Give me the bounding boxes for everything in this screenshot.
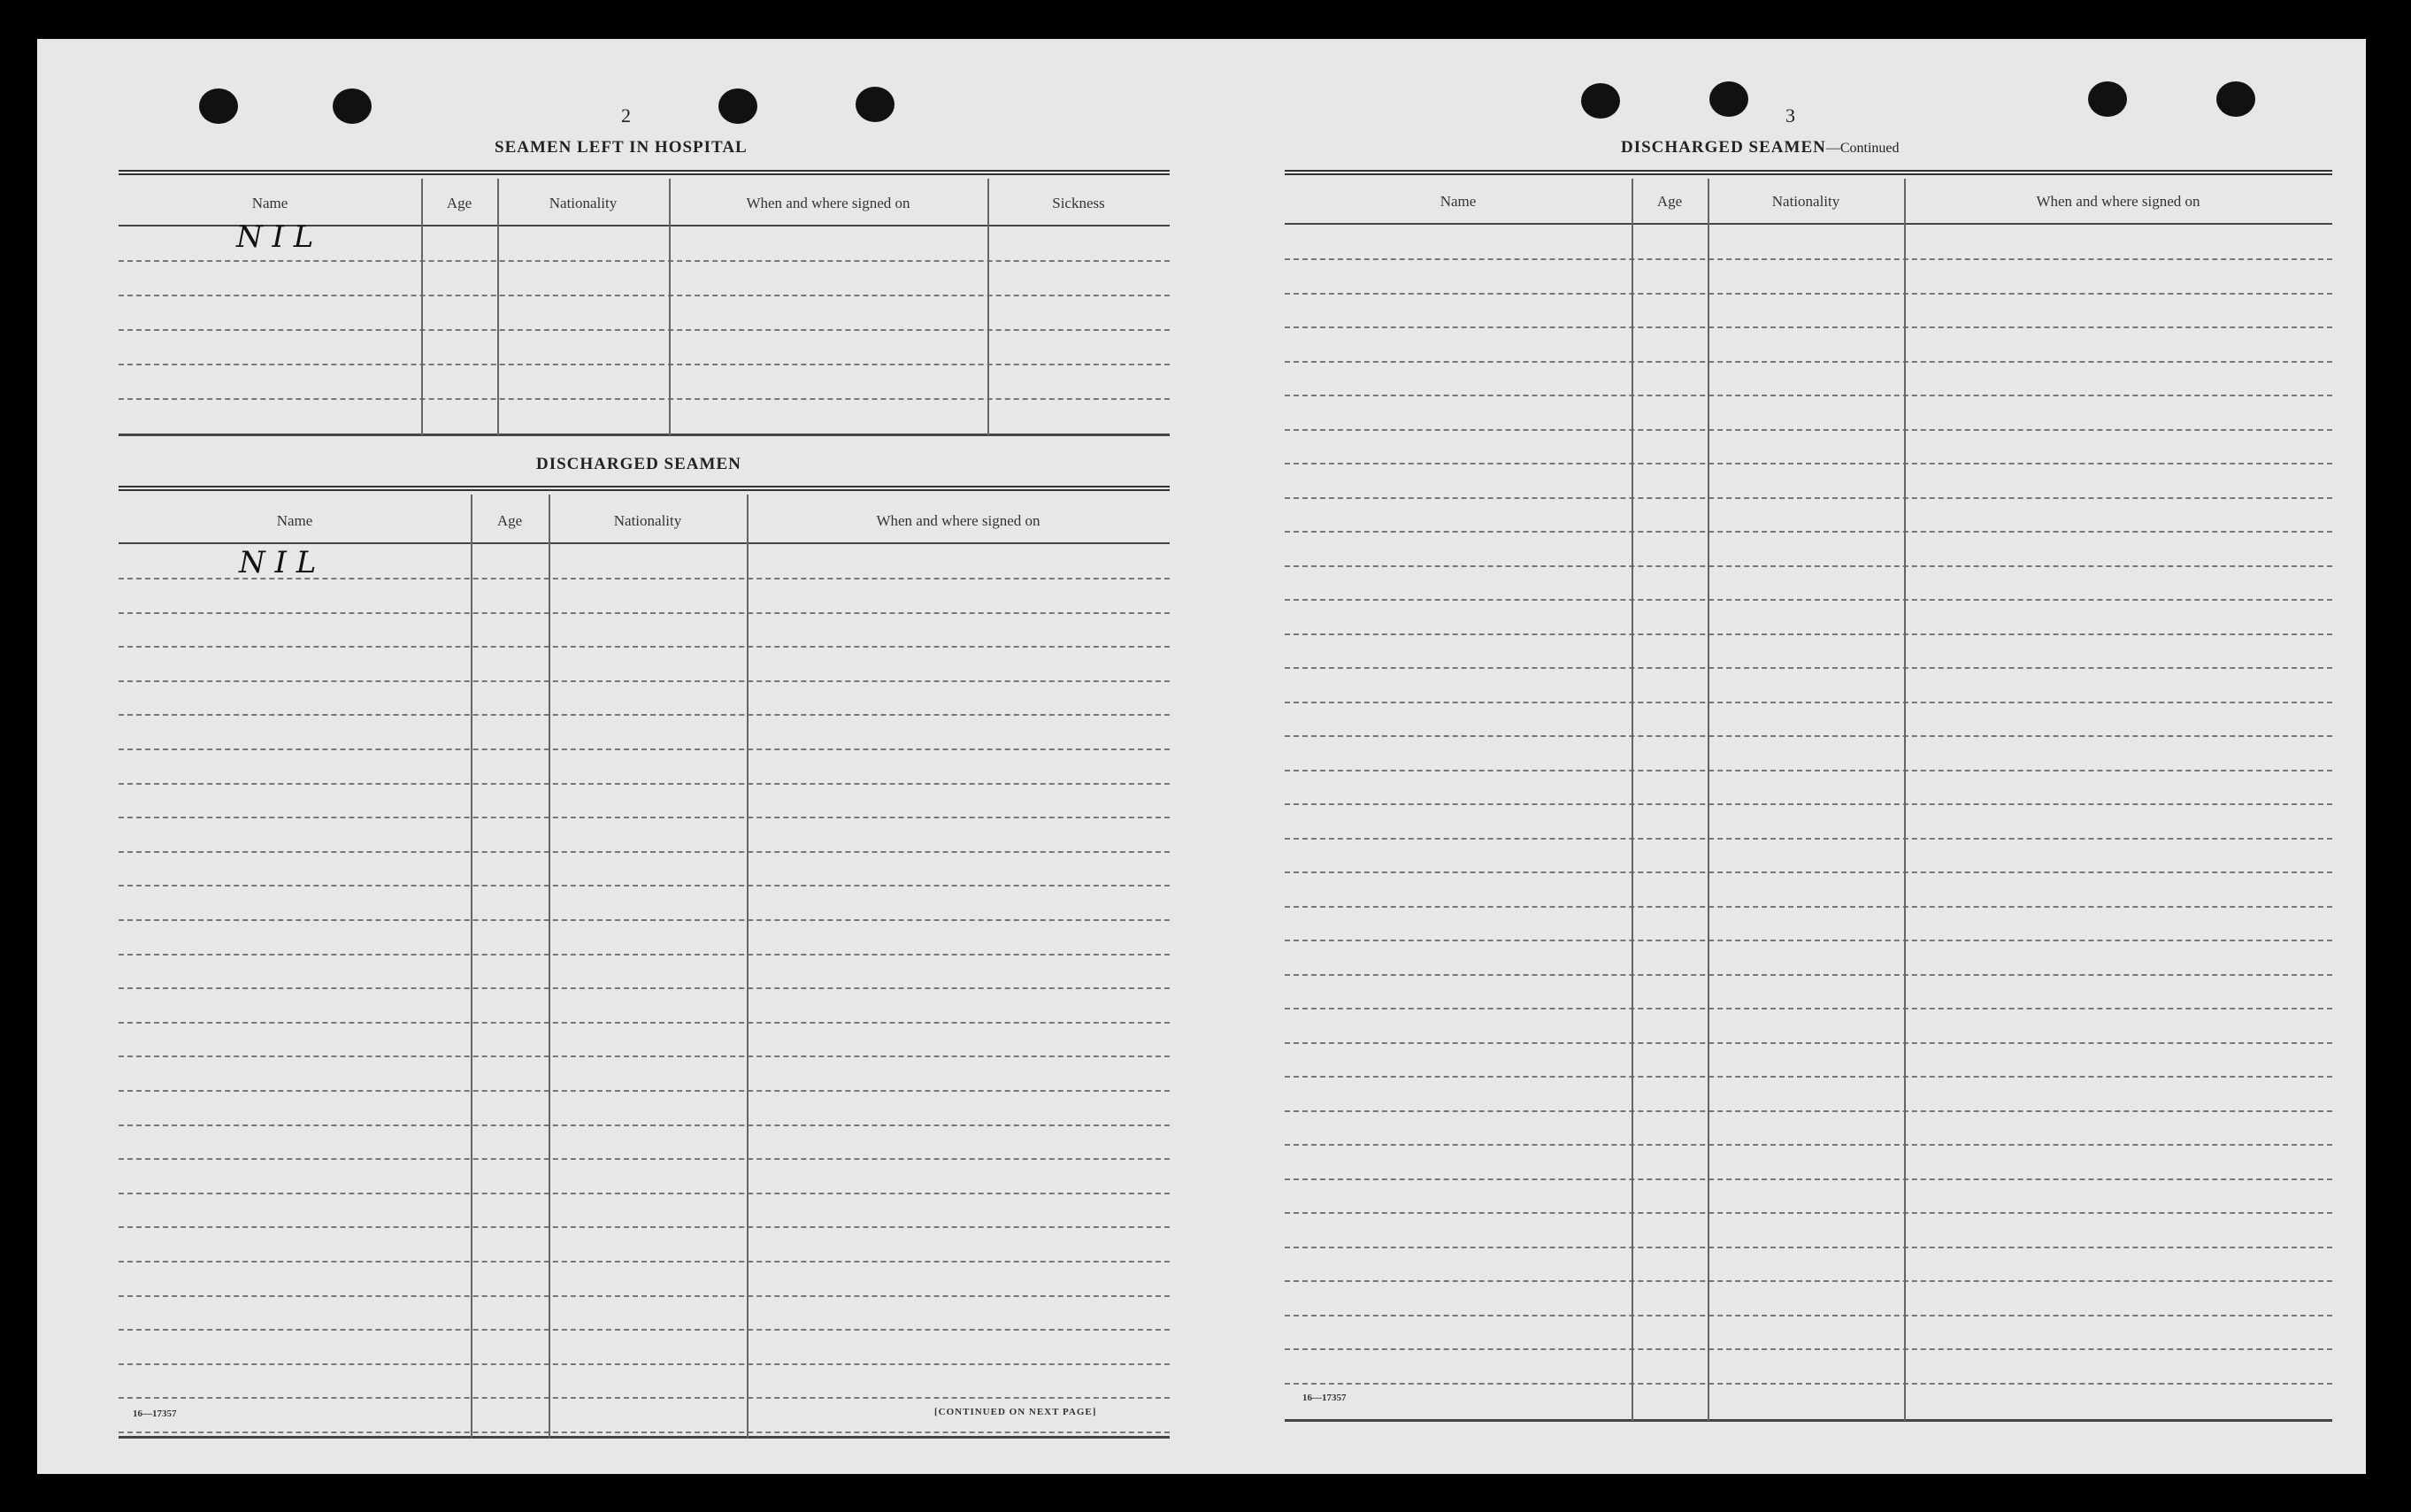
entry-row-line bbox=[119, 646, 1170, 648]
col-header-age: Age bbox=[446, 195, 472, 211]
entry-row-line bbox=[119, 1261, 1170, 1263]
entry-row-line bbox=[1285, 906, 2332, 908]
entry-row-line bbox=[1285, 293, 2332, 295]
form-number-right: 16—17357 bbox=[1302, 1393, 1347, 1403]
entry-row-line bbox=[1285, 1212, 2332, 1214]
entry-row-line bbox=[1285, 463, 2332, 464]
entry-row-line bbox=[1285, 1280, 2332, 1282]
page-number-left: 2 bbox=[621, 104, 631, 127]
discharged-table-left bbox=[119, 486, 1170, 1443]
entry-row-line bbox=[119, 885, 1170, 886]
entry-row-line bbox=[1285, 565, 2332, 567]
handwritten-nil-discharged: N I L bbox=[239, 545, 317, 580]
entry-row-line bbox=[119, 1124, 1170, 1126]
punch-hole bbox=[199, 88, 238, 124]
entry-row-line bbox=[1285, 770, 2332, 771]
col-header-signed-on: When and where signed on bbox=[746, 195, 910, 211]
entry-row-line bbox=[119, 1090, 1170, 1092]
entry-row-line bbox=[1285, 735, 2332, 737]
entry-row-line bbox=[119, 987, 1170, 989]
entry-row-line bbox=[1285, 1076, 2332, 1078]
entry-row-line bbox=[1285, 633, 2332, 635]
entry-row-line bbox=[1285, 1247, 2332, 1248]
entry-row-line bbox=[119, 714, 1170, 716]
entry-row-line bbox=[119, 612, 1170, 614]
handwritten-nil-hospital: N I L bbox=[236, 219, 314, 255]
entry-row-line bbox=[1285, 940, 2332, 941]
punch-hole bbox=[856, 87, 895, 122]
entry-row-line bbox=[119, 919, 1170, 921]
punch-hole bbox=[333, 88, 372, 124]
col-header-name: Name bbox=[276, 512, 313, 529]
punch-hole bbox=[2088, 81, 2127, 117]
entry-row-line bbox=[1285, 258, 2332, 260]
col-header-signed-on: When and where signed on bbox=[2036, 193, 2200, 210]
continued-suffix: —Continued bbox=[1825, 141, 1900, 156]
col-header-sickness: Sickness bbox=[1052, 195, 1105, 211]
entry-row-line bbox=[1285, 974, 2332, 976]
col-header-nationality: Nationality bbox=[1771, 193, 1840, 210]
entry-row-line bbox=[119, 1397, 1170, 1399]
col-header-nationality: Nationality bbox=[613, 512, 682, 529]
form-sheet bbox=[37, 39, 2366, 1474]
entry-row-line bbox=[1285, 838, 2332, 840]
entry-row-line bbox=[1285, 599, 2332, 601]
entry-row-line bbox=[1285, 531, 2332, 533]
col-header-name: Name bbox=[1440, 193, 1477, 210]
entry-row-line bbox=[119, 954, 1170, 956]
entry-row-line bbox=[1285, 395, 2332, 396]
entry-row-line bbox=[1285, 803, 2332, 805]
entry-row-line bbox=[119, 783, 1170, 785]
entry-row-line bbox=[119, 817, 1170, 818]
entry-row-line bbox=[1285, 702, 2332, 703]
entry-row-line bbox=[119, 1363, 1170, 1365]
col-header-name: Name bbox=[251, 195, 288, 211]
entry-row-line bbox=[119, 851, 1170, 853]
entry-row-line bbox=[1285, 1008, 2332, 1009]
hospital-table bbox=[119, 170, 1170, 441]
col-header-signed-on: When and where signed on bbox=[876, 512, 1040, 529]
entry-row-line bbox=[1285, 429, 2332, 431]
entry-row-line bbox=[1285, 1110, 2332, 1112]
punch-hole bbox=[2216, 81, 2255, 117]
entry-row-line bbox=[119, 1431, 1170, 1433]
discharged-continued-title-text: DISCHARGED SEAMEN bbox=[1621, 138, 1826, 157]
punch-hole bbox=[718, 88, 757, 124]
entry-row-line bbox=[1285, 1042, 2332, 1044]
entry-row-line bbox=[119, 1158, 1170, 1160]
discharged-section-title: DISCHARGED SEAMEN bbox=[536, 455, 741, 473]
discharged-table-right bbox=[1285, 170, 2332, 1426]
discharged-continued-title bbox=[1621, 138, 1900, 157]
entry-row-line bbox=[1285, 1144, 2332, 1146]
entry-row-line bbox=[119, 1022, 1170, 1024]
entry-row-line bbox=[1285, 667, 2332, 669]
continued-note: [CONTINUED ON NEXT PAGE] bbox=[934, 1407, 1097, 1417]
hospital-section-title: SEAMEN LEFT IN HOSPITAL bbox=[495, 138, 748, 157]
entry-row-line bbox=[119, 1226, 1170, 1228]
col-header-age: Age bbox=[1656, 193, 1683, 210]
entry-row-line bbox=[1285, 1383, 2332, 1385]
col-header-age: Age bbox=[496, 512, 523, 529]
punch-hole bbox=[1581, 83, 1620, 119]
page-number-right: 3 bbox=[1785, 104, 1795, 127]
entry-row-line bbox=[119, 1193, 1170, 1194]
entry-row-line bbox=[1285, 1178, 2332, 1180]
entry-row-line bbox=[1285, 871, 2332, 873]
entry-row-line bbox=[119, 1055, 1170, 1057]
entry-row-line bbox=[1285, 497, 2332, 499]
col-header-nationality: Nationality bbox=[549, 195, 618, 211]
entry-row-line bbox=[119, 1329, 1170, 1331]
entry-row-line bbox=[119, 1295, 1170, 1297]
entry-row-line bbox=[1285, 1315, 2332, 1316]
entry-row-line bbox=[1285, 1348, 2332, 1350]
entry-row-line bbox=[1285, 326, 2332, 328]
entry-row-line bbox=[119, 748, 1170, 750]
form-number-left: 16—17357 bbox=[133, 1408, 177, 1419]
entry-row-line bbox=[119, 680, 1170, 682]
entry-row-line bbox=[1285, 361, 2332, 363]
punch-hole bbox=[1709, 81, 1748, 117]
